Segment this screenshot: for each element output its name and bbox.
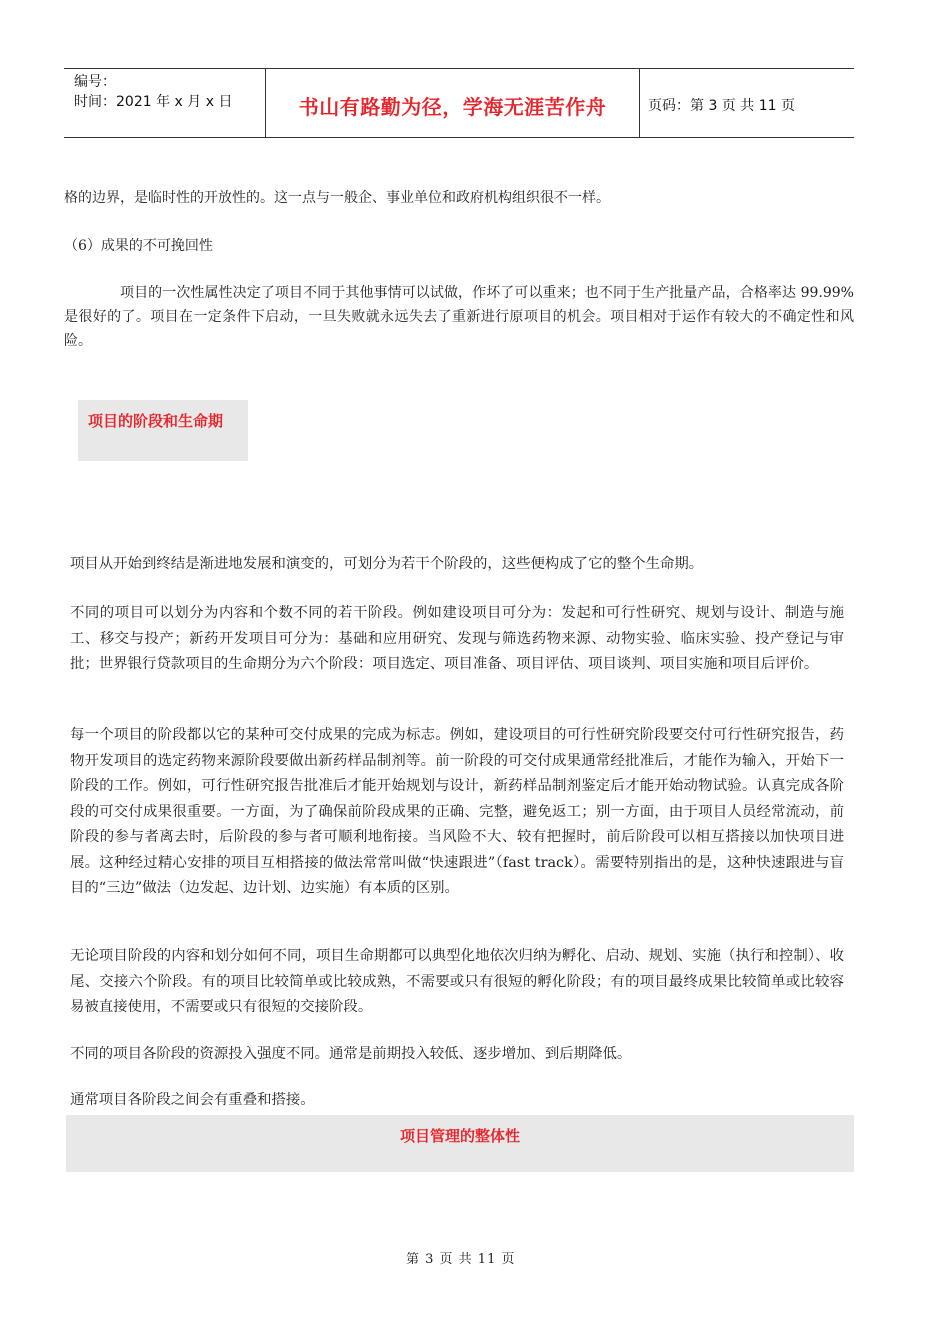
document-number-label: 编号： [74, 74, 116, 90]
section-heading-integration: 项目管理的整体性 [399, 1127, 520, 1145]
paragraph-irreversibility-text: 项目的一次性属性决定了项目不同于其他事情可以试做，作坏了可以重来；也不同于生产批量产品，合格率达 99.99% 是很好的了。项目在一定条件下启动，一旦失败就永远失去了重新进行原项目的机会。项目相对于运作有较大的不确定性和风险。 [64, 285, 854, 349]
paragraph-lifecycle-intro: 项目从开始到终结是渐进地发展和演变的，可划分为若干个阶段的，这些便构成了它的整个生命期。 [70, 556, 704, 572]
paragraph-resource-intensity: 不同的项目各阶段的资源投入强度不同。通常是前期投入较低、逐步增加、到后期降低。 [70, 1046, 632, 1062]
header-page-info: 页码：第 3 页 共 11 页 [648, 98, 795, 114]
page-header [64, 68, 854, 138]
paragraph-typical-stages: 无论项目阶段的内容和划分如何不同，项目生命期都可以典型化地依次归纳为孵化、启动、规划、实施（执行和控制）、收尾、交接六个阶段。有的项目比较简单或比较成熟，不需要或只有很短的孵化阶段；有的项目最终成果比较简单或比较容易被直接使用，不需要或只有很短的交接阶段。 [70, 948, 844, 1015]
header-motto-cell [266, 69, 640, 137]
document-time-label: 时间：2021 年 x 月 x 日 [74, 94, 233, 110]
section-heading-stages: 项目的阶段和生命期 [88, 412, 224, 430]
header-page-cell [640, 69, 854, 137]
header-meta-cell [64, 69, 266, 137]
paragraph-continuation: 格的边界，是临时性的开放性的。这一点与一般企、事业单位和政府机构组织很不一样。 [64, 190, 610, 206]
paragraph-overlap: 通常项目各阶段之间会有重叠和搭接。 [70, 1092, 315, 1108]
paragraph-irreversibility [64, 281, 854, 353]
paragraph-deliverables: 每一个项目的阶段都以它的某种可交付成果的完成为标志。例如，建设项目的可行性研究阶段要交付可行性研究报告，药物开发项目的选定药物来源阶段要做出新药样品制剂等。前一阶段的可交付成果通常经批准后，才能作为输入，开始下一阶段的工作。例如，可行性研究报告批准后才能开始规划与设计，新药样品制剂鉴定后才能开始动物试验。认真完成各阶段的可交付成果很重要。一方面，为了确保前阶段成果的正确、完整，避免返工；别一方面，由于项目人员经常流动，前阶段的参与者离去时，后阶段的参与者可顺利地衔接。当风险不大、较有把握时，前后阶段可以相互搭接以加快项目进展。这种经过精心安排的项目互相搭接的做法常常叫做“快速跟进”（fast track）。需要特别指出的是，这种快速跟进与盲目的“三边”做法（边发起、边计划、边实施）有本质的区别。 [70, 727, 844, 896]
section-heading-box [66, 1115, 854, 1172]
header-motto: 书山有路勤为径，学海无涯苦作舟 [298, 95, 607, 119]
paragraph-stage-division: 不同的项目可以划分为内容和个数不同的若干阶段。例如建设项目可分为：发起和可行性研究、规划与设计、制造与施工、移交与投产；新药开发项目可分为：基础和应用研究、发现与筛选药物来源、动物实验、临床实验、投产登记与审批；世界银行贷款项目的生命期分为六个阶段：项目选定、项目准备、项目评估、项目谈判、项目实施和项目后评价。 [70, 605, 844, 672]
page-footer: 第 3 页 共 11 页 [406, 1252, 516, 1267]
section-heading-box [78, 400, 248, 461]
subheading-irreversibility: （6）成果的不可挽回性 [64, 238, 213, 254]
